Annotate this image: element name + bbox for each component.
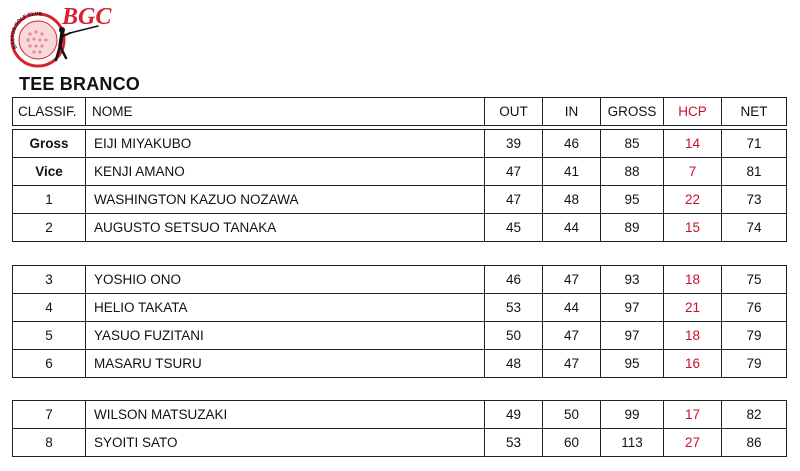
gross-cell: 85	[601, 130, 664, 158]
table-row	[13, 130, 787, 158]
gross-cell: 88	[601, 158, 664, 186]
hcp-cell: 22	[664, 186, 722, 214]
hcp-cell: 16	[664, 350, 722, 378]
classif-cell: 7	[13, 401, 86, 429]
name-cell: SYOITI SATO	[86, 429, 485, 457]
table-row	[13, 401, 787, 429]
out-cell: 45	[485, 214, 543, 242]
hcp-cell: 7	[664, 158, 722, 186]
scores-group-2	[12, 265, 787, 378]
classif-cell: 5	[13, 322, 86, 350]
table-row	[13, 429, 787, 457]
gross-cell: 99	[601, 401, 664, 429]
name-cell: YASUO FUZITANI	[86, 322, 485, 350]
classif-cell: 2	[13, 214, 86, 242]
name-cell: WILSON MATSUZAKI	[86, 401, 485, 429]
out-cell: 39	[485, 130, 543, 158]
table-row	[13, 158, 787, 186]
out-cell: 47	[485, 186, 543, 214]
classif-cell: Vice	[13, 158, 86, 186]
in-cell: 48	[543, 186, 601, 214]
name-cell: MASARU TSURU	[86, 350, 485, 378]
col-header-in: IN	[543, 98, 601, 126]
table-row	[13, 266, 787, 294]
col-header-nome: NOME	[86, 98, 485, 126]
col-header-hcp: HCP	[664, 98, 722, 126]
in-cell: 44	[543, 214, 601, 242]
col-header-gross: GROSS	[601, 98, 664, 126]
col-header-classif: CLASSIF.	[13, 98, 86, 126]
name-cell: KENJI AMANO	[86, 158, 485, 186]
out-cell: 53	[485, 429, 543, 457]
hcp-cell: 21	[664, 294, 722, 322]
in-cell: 60	[543, 429, 601, 457]
name-cell: YOSHIO ONO	[86, 266, 485, 294]
header-row	[13, 98, 787, 126]
in-cell: 44	[543, 294, 601, 322]
out-cell: 53	[485, 294, 543, 322]
in-cell: 41	[543, 158, 601, 186]
net-cell: 82	[722, 401, 787, 429]
classif-cell: 1	[13, 186, 86, 214]
in-cell: 46	[543, 130, 601, 158]
in-cell: 47	[543, 350, 601, 378]
club-logo	[4, 0, 116, 76]
gross-cell: 97	[601, 294, 664, 322]
out-cell: 50	[485, 322, 543, 350]
col-header-net: NET	[722, 98, 787, 126]
classif-cell: 8	[13, 429, 86, 457]
table-row	[13, 294, 787, 322]
out-cell: 46	[485, 266, 543, 294]
net-cell: 86	[722, 429, 787, 457]
gross-cell: 97	[601, 322, 664, 350]
net-cell: 79	[722, 350, 787, 378]
net-cell: 76	[722, 294, 787, 322]
gross-cell: 95	[601, 186, 664, 214]
logo-ring-text: BASTOS GOLF CLUB	[10, 11, 43, 50]
out-cell: 47	[485, 158, 543, 186]
hcp-cell: 18	[664, 266, 722, 294]
hcp-cell: 27	[664, 429, 722, 457]
out-cell: 48	[485, 350, 543, 378]
name-cell: AUGUSTO SETSUO TANAKA	[86, 214, 485, 242]
scores-header	[12, 97, 787, 126]
name-cell: WASHINGTON KAZUO NOZAWA	[86, 186, 485, 214]
net-cell: 71	[722, 130, 787, 158]
table-row	[13, 186, 787, 214]
classif-cell: 6	[13, 350, 86, 378]
name-cell: HELIO TAKATA	[86, 294, 485, 322]
gross-cell: 113	[601, 429, 664, 457]
in-cell: 47	[543, 266, 601, 294]
name-cell: EIJI MIYAKUBO	[86, 130, 485, 158]
gross-cell: 93	[601, 266, 664, 294]
in-cell: 50	[543, 401, 601, 429]
gross-cell: 89	[601, 214, 664, 242]
hcp-cell: 15	[664, 214, 722, 242]
classif-cell: 4	[13, 294, 86, 322]
scores-group-3	[12, 400, 787, 457]
table-row	[13, 214, 787, 242]
section-title: TEE BRANCO	[19, 74, 141, 94]
out-cell: 49	[485, 401, 543, 429]
gross-cell: 95	[601, 350, 664, 378]
scores-group-1	[12, 129, 787, 242]
hcp-cell: 17	[664, 401, 722, 429]
hcp-cell: 18	[664, 322, 722, 350]
classif-cell: 3	[13, 266, 86, 294]
table-row	[13, 350, 787, 378]
net-cell: 79	[722, 322, 787, 350]
net-cell: 73	[722, 186, 787, 214]
hcp-cell: 14	[664, 130, 722, 158]
net-cell: 75	[722, 266, 787, 294]
logo-text: BGC	[62, 4, 112, 30]
in-cell: 47	[543, 322, 601, 350]
col-header-out: OUT	[485, 98, 543, 126]
net-cell: 81	[722, 158, 787, 186]
table-row	[13, 322, 787, 350]
classif-cell: Gross	[13, 130, 86, 158]
net-cell: 74	[722, 214, 787, 242]
